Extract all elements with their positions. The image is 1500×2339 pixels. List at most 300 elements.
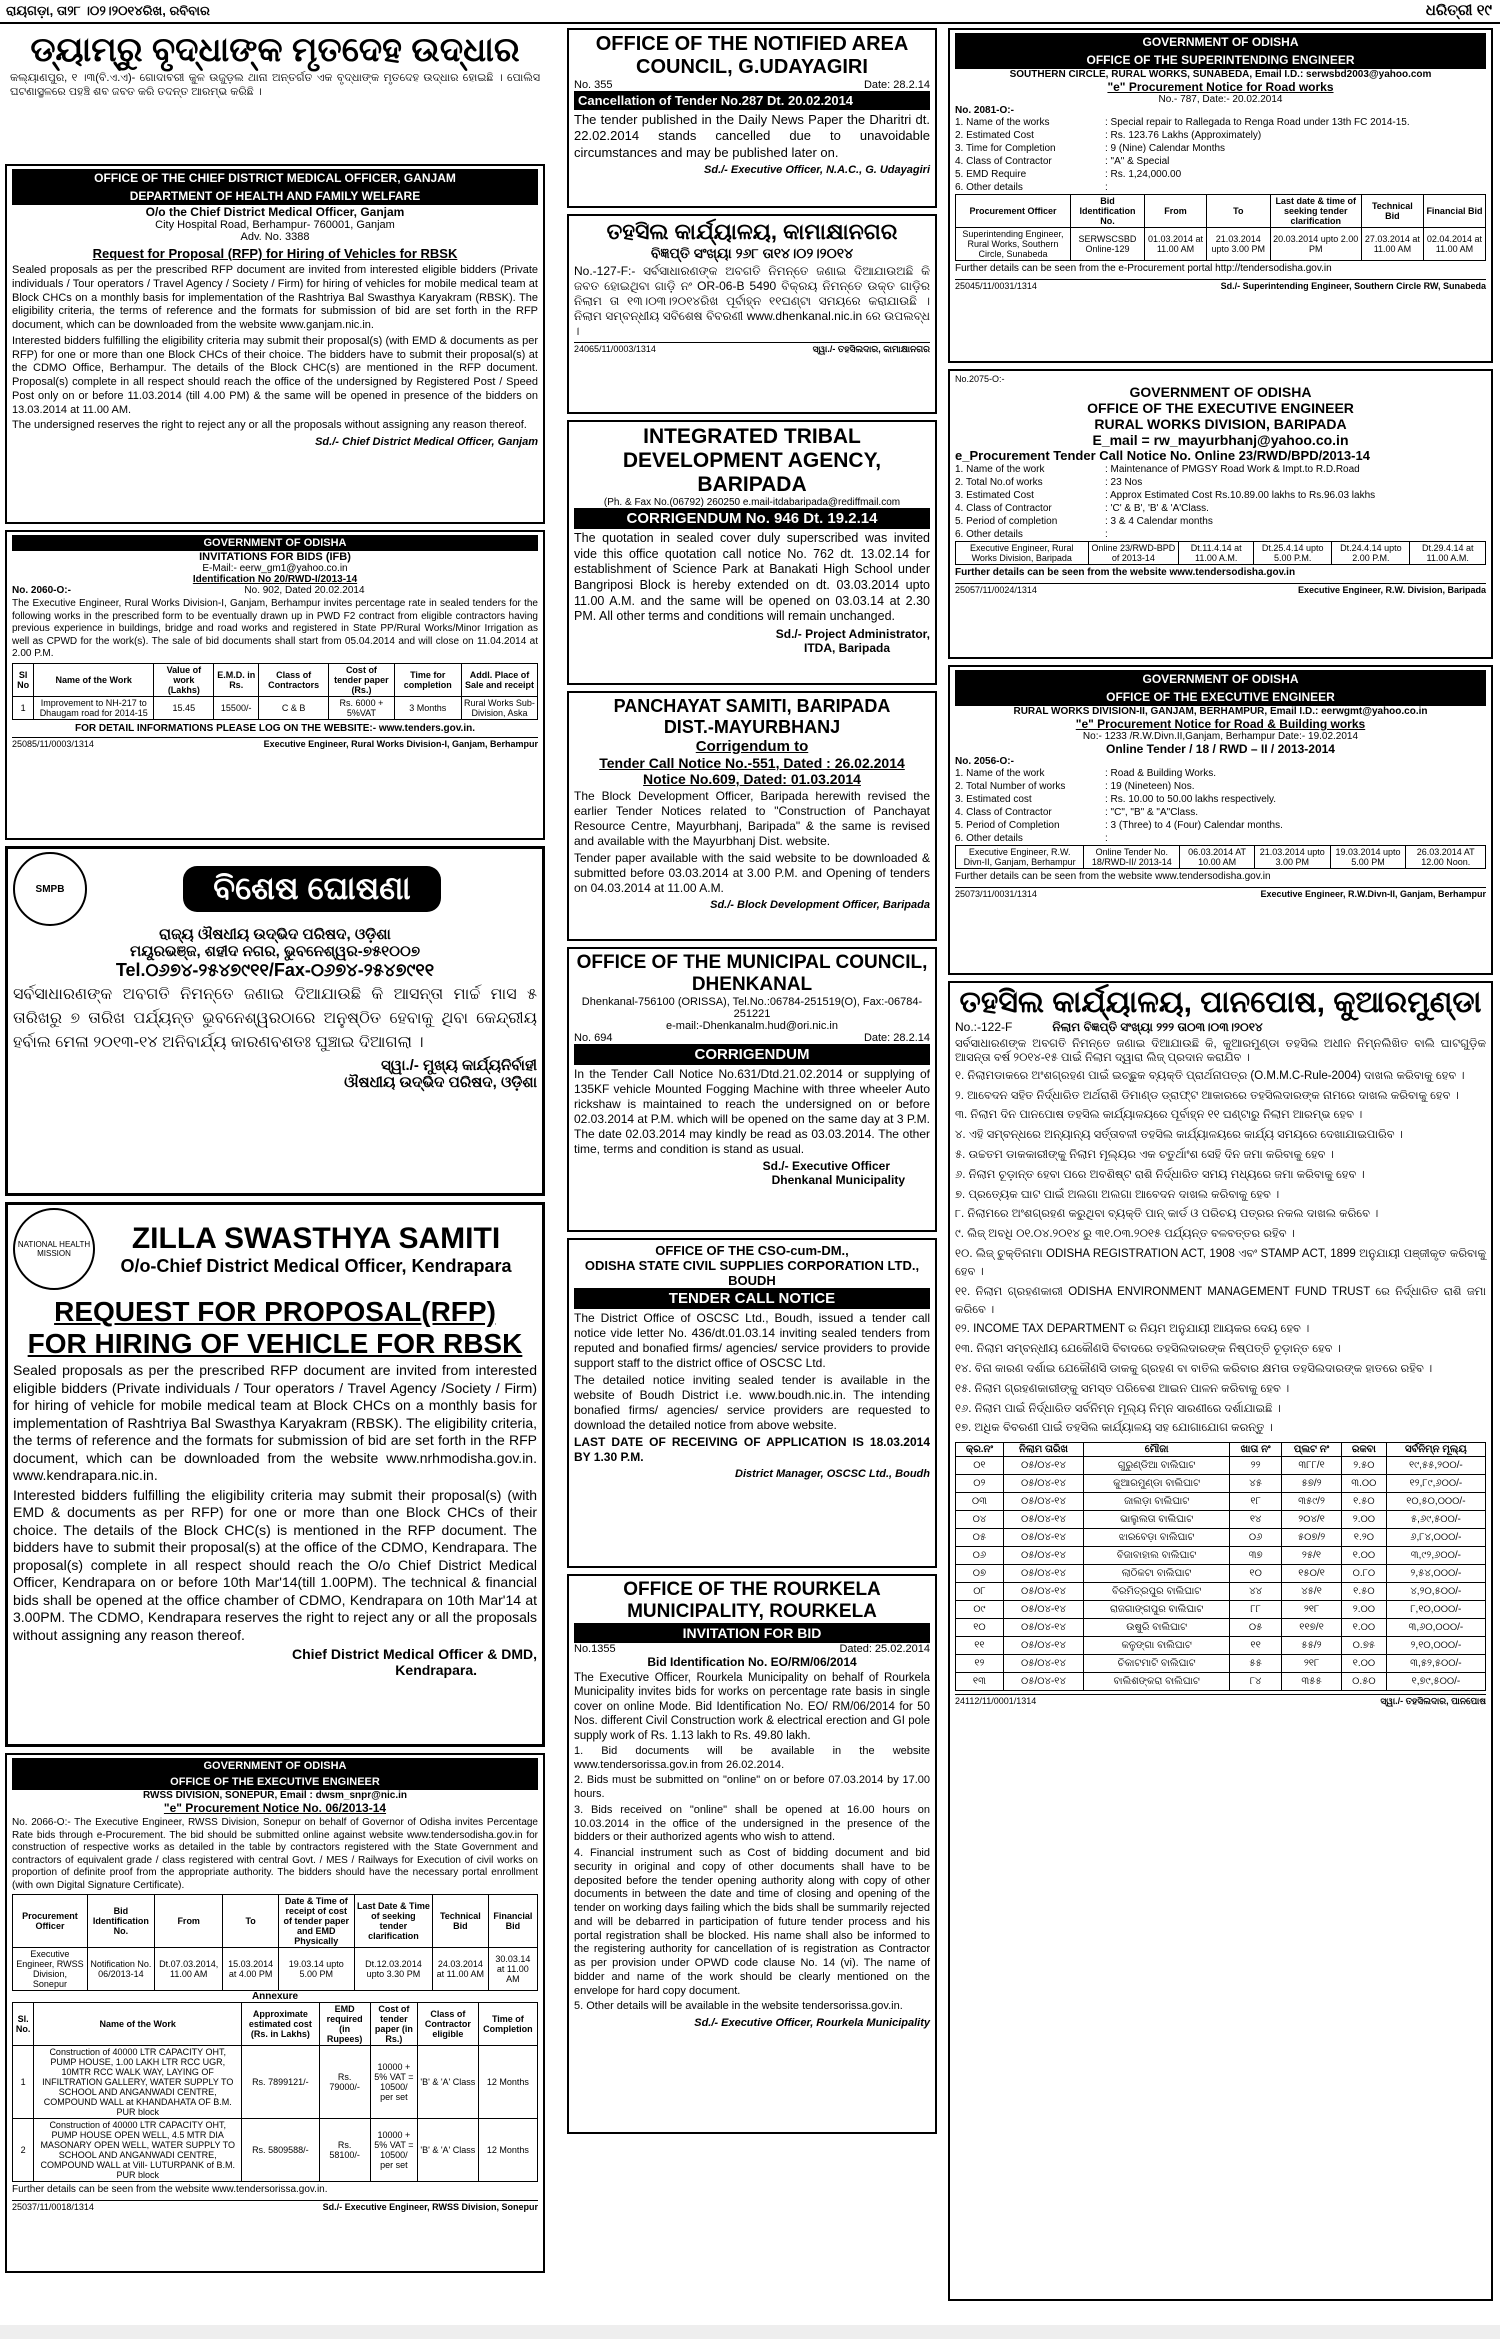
panposh-sub: ନିଲାମ ବିଜ୍ଞପ୍ତି ସଂଖ୍ୟା ୨୨୨ ତା୦୩।୦୩।୨୦୧୪ — [1052, 1020, 1263, 1034]
detail-item: 3. Estimated Cost : Approx Estimated Cost Rs.10.89.00 lakhs to Rs.96.03 lakhs — [955, 490, 1376, 501]
detail-item: 2. Total No.of works : 23 Nos — [955, 477, 1143, 488]
table-cell: Improvement to NH-217 to Dhaugam road for 2014-15 — [34, 696, 154, 719]
visesha-sign1: ସ୍ୱା./- ମୁଖ୍ୟ କାର୍ଯ୍ୟନିର୍ବାହୀ — [380, 1057, 537, 1074]
ifb-footer-code: 25085/11/0003/1314 — [12, 738, 94, 749]
rwss-footer-code: 25037/11/0018/1314 — [12, 2201, 94, 2212]
list-item: ୧୧. ନିଲାମ ଗ୍ରହଣକାରୀ ODISHA ENVIRONMENT MANAGEMENT FUND TRUST ରେ ନିର୍ଦ୍ଧାରିତ ରାଶି ଜମା କରିବେ । — [955, 1285, 1486, 1316]
table-header-cell: Time of Completion — [478, 2003, 537, 2046]
list-item: ୧୦. ଲିଜ୍ ଚୁକ୍ତିନାମା ODISHA REGISTRATION ACT, 1908 ଏବଂ STAMP ACT, 1899 ଅନୁଯାୟୀ ପଞ୍ଜୀକୃତ କରିବାକୁ ହେବ । — [955, 1248, 1486, 1278]
table-header-cell: From — [1144, 195, 1206, 228]
table-cell: 19.03.14 upto 5.00 PM — [278, 1948, 354, 1991]
nac-sign: Sd./- Executive Officer, N.A.C., G. Udayagiri — [704, 163, 930, 176]
dmc-sign2: Dhenkanal Municipality — [771, 1173, 905, 1187]
ifb-gov-title: GOVERNMENT OF ODISHA — [12, 535, 538, 551]
dhenkanal-municipal-ad — [567, 947, 937, 1232]
table-header-cell: ସର୍ବନିମ୍ନ ମୂଲ୍ୟ — [1386, 1443, 1485, 1457]
se-sunabeda-ad — [948, 28, 1493, 363]
table-cell: Rs. 7899121/- — [242, 2046, 319, 2119]
table-header-cell: Approximate estimated cost (Rs. in Lakhs) — [242, 2003, 319, 2046]
header-page-number: ଧରିତ୍ରୀ ୧୯ — [1425, 2, 1492, 19]
table-header-cell: ପ୍ଲଟ ନଂ — [1282, 1443, 1342, 1457]
table-cell: Online Tender No. 18/RWD-II/ 2013-14 — [1084, 846, 1180, 869]
table-row: ୧୦ ୦୫/୦୪-୧୪ ଉଷୁରି ବାଲିଘାଟ ୦୫ ୧୧୭/୧ ୧.୦୦ ୩,୬୦,୦୦୦/- — [956, 1619, 1486, 1637]
g2-footer-code: 25073/11/0031/1314 — [955, 888, 1037, 899]
visesha-org: ରାଜ୍ୟ ଔଷଧୀୟ ଉଦ୍ଭିଦ ପରିଷଦ, ଓଡ଼ିଶା — [159, 926, 391, 943]
detail-item: 5. Period of Completion : 3 (Three) to 4 (Four) Calendar months. — [955, 820, 1283, 831]
visesha-address: ମୟୂରଭଞ୍ଜ, ଶହୀଦ ନଗର, ଭୁବନେଶ୍ୱର-୭୫୧୦୦୭ — [129, 943, 421, 960]
se-office: OFFICE OF THE SUPERINTENDING ENGINEER — [955, 51, 1486, 69]
rwss-schedule-table — [12, 1894, 538, 1991]
cdmo-adv: Adv. No. 3388 — [240, 231, 310, 243]
detail-item: 1. Name of the work : Road & Building Works. — [955, 768, 1216, 779]
table-cell: Dt.29.4.14 at 11.00 A.M. — [1410, 542, 1486, 565]
detail-item: 1. Name of the work : Maintenance of PMGSY Road Work & Impt.to R.D.Road — [955, 464, 1360, 475]
oscsc-boudh-ad — [567, 1238, 937, 1568]
bpd-schedule-table — [955, 541, 1486, 565]
detail-item: 2. Estimated Cost : Rs. 123.76 Lakhs (Approximately) — [955, 130, 1262, 141]
table-cell: 1 — [13, 2046, 34, 2119]
table-cell: 1 — [13, 696, 34, 719]
table-cell: Dt.24.4.14 upto 2.00 P.M. — [1332, 542, 1410, 565]
ifb-dated: No. 902, Dated 20.02.2014 — [244, 585, 365, 596]
table-cell: 12 Months — [478, 2119, 537, 2182]
list-item: ୧୩. ନିଲାମ ସମ୍ବନ୍ଧୀୟ ଯେକୌଣସି ବିବାଦରେ ତହସିଲଦାରଙ୍କ ନିଷ୍ପତ୍ତି ଚୂଡ଼ାନ୍ତ ହେବ । — [955, 1343, 1341, 1356]
table-cell: 15.03.2014 at 4.00 PM — [223, 1948, 278, 1991]
list-item: ୫. ଉଚ୍ଚତମ ଡାକକାରୀଙ୍କୁ ନିଲାମ ମୂଲ୍ୟର ଏକ ଚତୁର୍ଥାଂଶ ସେହି ଦିନ ଜମା କରିବାକୁ ହେବ । — [955, 1149, 1334, 1161]
list-item: ୮. ନିଲାମରେ ଅଂଶଗ୍ରହଣ କରୁଥିବା ବ୍ୟକ୍ତି ପାନ୍ କାର୍ଡ ଓ ପରିଚୟ ପତ୍ରର ନକଲ ଦାଖଲ କରିବେ । — [955, 1208, 1379, 1221]
table-header-cell: Class of Contractor eligible — [417, 2003, 478, 2046]
cdmo-ganjam-ad — [5, 164, 545, 524]
list-item: 5. Other details will be available in the website tendersorissa.gov.in. — [574, 2000, 903, 2013]
table-row: ୦୩ ୦୫/୦୪-୧୪ ଜାଲଡ଼ା ବାଲିଘାଟ ୧୮ ୩୫୯/୨ ୧.୫୦ ୧୦,୫୦,୦୦୦/- — [956, 1493, 1486, 1511]
table-cell: Online 23/RWD-BPD of 2013-14 — [1088, 542, 1179, 565]
list-item: ୯. ଲିଜ୍ ଅବଧି ୦୧.୦୪.୨୦୧୪ ରୁ ୩୧.୦୩.୨୦୧୫ ପର୍ଯ୍ୟନ୍ତ ବଳବତ୍ତର ରହିବ । — [955, 1228, 1295, 1241]
zilla-swasthya-ad — [5, 1202, 545, 1747]
bpd-division: RURAL WORKS DIVISION, BARIPADA — [1094, 416, 1347, 432]
table-cell: C & B — [259, 696, 329, 719]
g2-notice: "e" Procurement Notice for Road & Building works — [1075, 717, 1366, 731]
smpb-logo-icon: SMPB — [13, 852, 87, 926]
detail-item: 6. Other details : — [955, 833, 1108, 844]
cdmo-heading: Request for Proposal (RFP) for Hiring of Vehicles for RBSK — [92, 246, 458, 261]
itda-ad — [567, 420, 937, 685]
ps-sign: Sd./- Block Development Officer, Baripada — [710, 899, 930, 911]
bpd-footer-code: 25057/11/0024/1314 — [955, 584, 1037, 595]
ifb-body: The Executive Engineer, Rural Works Division-I, Ganjam, Berhampur invites percentage rate in sealed tenders for the following works in the prescribed form to be eventually drawn up in PWD F2 contract from eligible contractors having previous experience in buildings, bridge and road works and registered in State PP/Rural Works/Minor Irrigation as well as CPWD for the work(s). The sale of bid documents shall start from 05.04.2014 and will close on 11.04.2014 at 2.00 P.M. — [12, 598, 538, 659]
table-cell: Rs. 79000/- — [319, 2046, 370, 2119]
table-cell: 15500/- — [214, 696, 259, 719]
rwss-notice-no: "e" Procurement Notice No. 06/2013-14 — [163, 1801, 387, 1815]
table-cell: 06.03.2014 AT 10.00 AM — [1180, 846, 1254, 869]
table-cell: 19.03.2014 upto 5.00 PM — [1330, 846, 1406, 869]
nac-title: OFFICE OF THE NOTIFIED AREA COUNCIL, G.UDAYAGIRI — [595, 33, 909, 78]
ps-notice: Notice No.609, Dated: 01.03.2014 — [643, 771, 861, 787]
table-cell: Rs. 6000 + 5%VAT — [329, 696, 394, 719]
se-no: No.- 787, Date:- 20.02.2014 — [1158, 94, 1283, 105]
table-cell: Notification No. 06/2013-14 — [87, 1948, 154, 1991]
detail-item: 1. Name of the works : Special repair to Rallegada to Renga Road under 13th FC 2014-15. — [955, 117, 1410, 128]
table-cell: 21.03.2014 upto 3.00 PM — [1254, 846, 1330, 869]
dmc-title: OFFICE OF THE MUNICIPAL COUNCIL, DHENKANAL — [576, 952, 928, 995]
table-header-cell: Value of work (Lakhs) — [154, 663, 214, 696]
panposh-table — [955, 1442, 1486, 1691]
detail-item: 4. Class of Contractor : "A" & Special — [955, 156, 1170, 167]
list-item: 2. Bids must be submitted on "online" on or before 07.03.2014 by 17.00 hours. — [574, 1774, 930, 1801]
tahasil1-footer-code: 24065/11/0003/1314 — [574, 344, 656, 354]
table-header-cell: ମୌଜା — [1084, 1443, 1230, 1457]
table-header-cell: E.M.D. in Rs. — [214, 663, 259, 696]
rmc-no: No.1355 — [574, 1643, 616, 1655]
rwd-baripada-ad — [948, 369, 1493, 659]
table-cell: Dt.07.03.2014, 11.00 AM — [154, 1948, 223, 1991]
table-cell: Rs. 5809588/- — [242, 2119, 319, 2182]
se-note: Further details can be seen from the e-Procurement portal http://tendersodisha.gov.in — [955, 263, 1332, 274]
rwss-footer-sign: Sd./- Executive Engineer, RWSS Division, Sonepur — [322, 2201, 538, 2212]
bpd-office: OFFICE OF THE EXECUTIVE ENGINEER — [1087, 400, 1354, 416]
column-middle — [567, 28, 937, 2140]
tahasil-panposh-ad — [948, 981, 1493, 2301]
detail-item: 3. Time for Completion : 9 (Nine) Calendar Months — [955, 143, 1226, 154]
ifb-table — [12, 663, 538, 720]
cdmo-signature: Sd./- Chief District Medical Officer, Ganjam — [315, 436, 538, 448]
table-row: ୧୧ ୦୫/୦୪-୧୪ କଳୁଙ୍ଗା ବାଲିଘାଟ ୧୧ ୫୫/୨ ୦.୭୫ ୨,୧୦,୦୦୦/- — [956, 1637, 1486, 1655]
rwss-office: OFFICE OF THE EXECUTIVE ENGINEER — [12, 1774, 538, 1790]
table-header-cell: Procurement Officer — [956, 195, 1071, 228]
table-row: ୦୧ ୦୫/୦୪-୧୪ ଗୁରୁଣ୍ଡିଆ ବାଲିଘାଟ ୨୨ ୩୮୮/୧ ୨.୫୦ ୧୯,୫୫,୨୦୦/- — [956, 1457, 1486, 1475]
rwss-annexure-table — [12, 2002, 538, 2182]
table-header-cell: Financial Bid — [488, 1895, 537, 1948]
oscsc-title1: OFFICE OF THE CSO-cum-DM., — [655, 1243, 849, 1258]
rmc-body: The Executive Officer, Rourkela Municipality on behalf of Rourkela Municipality invites bids for works on percentage rate basis in single cover on online Mode. Bid Identification No. EO/ RM/06/2014 for 50 Nos. different Civil Construction work & electrical erection and GI pole supply work of Rs. 1.13 lakh to Rs. 49.80 lakh. — [574, 1672, 930, 1742]
panposh-footer-sign: ସ୍ୱା./- ତହସିଲଦାର, ପାନପୋଷ — [1380, 1696, 1486, 1707]
bpd-email: E_mail = rw_mayurbhanj@yahoo.co.in — [1092, 432, 1349, 448]
ps-body2: Tender paper available with the said website to be downloaded & submitted before 03.03.2014 at 3.00 P.M. and Opening of tenders on 04.03.2014 at 11.00 A.M. — [574, 851, 930, 895]
list-item: ୭. ପ୍ରତ୍ୟେକ ଘାଟ ପାଇଁ ଅଲଗା ଅଲଗା ଆବେଦନ ଦାଖଲ କରିବାକୁ ହେବ । — [955, 1188, 1280, 1201]
visesha-sign2: ଔଷଧୀୟ ଉଦ୍ଭିଦ ପରିଷଦ, ଓଡ଼ିଶା — [344, 1074, 537, 1091]
page-header — [0, 0, 1500, 24]
list-item: ୪. ଏହି ସମ୍ବନ୍ଧରେ ଅନ୍ୟାନ୍ୟ ସର୍ତ୍ତାବଳୀ ତହସିଲ କାର୍ଯ୍ୟାଳୟରେ କାର୍ଯ୍ୟ ସମୟରେ ଦେଖାଯାଇପାରିବ । — [955, 1129, 1403, 1142]
table-header-cell: Last Date & Time of seeking tender clarification — [354, 1895, 432, 1948]
itda-corrigendum: CORRIGENDUM No. 946 Dt. 19.2.14 — [574, 508, 930, 529]
table-header-cell: Last date & time of seeking tender clarification — [1270, 195, 1361, 228]
table-cell: 10000 + 5% VAT = 10500/ per set — [370, 2119, 417, 2182]
table-cell: 3 Months — [394, 696, 461, 719]
rmc-bid-id: Bid Identification No. EO/RM/06/2014 — [647, 1655, 857, 1669]
zilla-paragraph: Sealed proposals as per the prescribed RFP document are invited from interested eligible bidders (Private individuals / Tour operators / Travel Agency /Society / Firm) for hiring of vehicle for mobile medical team at Block CHCs on a monthly basis for implementation of Rashtriya Bal Swasthya Karyakram (RBSK). The eligibility criteria, the terms of reference and the formats for submission of bid are set forth in the RFP document, which can be downloaded from the website www.nrhmodisha.gov.in. www.kendrapara.nic.in. — [13, 1362, 537, 1483]
table-cell: 24.03.2014 at 11.00 AM — [433, 1948, 489, 1991]
cdmo-paragraph: Sealed proposals as per the prescribed RFP document are invited from interested eligible bidders (Private individuals / Tour operators / Travel Agency / Society / Firm) for hiring of vehicles for mobile medical team at Block CHCs on a monthly basis for implementation of the Rashtriya Bal Swasthya Karyakram (RBSK). The eligibility criteria, the terms of reference and the formats for submission of bid are set forth in the RFP document, which can be downloaded from the website www.ganjam.nic.in. — [12, 264, 538, 331]
rwss-division: RWSS DIVISION, SONEPUR, Email : dwsm_snpr@nic.in — [142, 1790, 408, 1801]
zilla-sign1: Chief District Medical Officer & DMD, — [291, 1646, 537, 1662]
table-cell: Dt.25.4.14 upto 5.00 P.M. — [1254, 542, 1332, 565]
oscsc-title2: ODISHA STATE CIVIL SUPPLIES CORPORATION LTD., BOUDH — [584, 1258, 920, 1288]
detail-item: 6. Other details : — [955, 182, 1108, 193]
table-cell: 12 Months — [478, 2046, 537, 2119]
table-cell: Construction of 40000 LTR CAPACITY OHT, PUMP HOUSE, 1.00 LAKH LTR RCC UGR, 10MTR RCC WALK WAY, LAYING OF INFILTRATION GALLERY, WATER SUPPLY TO SCHOOL AND ANGANWADI CENTRE, COMPOUND WALL at KHANDAHATA OF B.M. PUR block — [34, 2046, 242, 2119]
bpd-footer-sign: Executive Engineer, R.W. Division, Baripada — [1297, 584, 1486, 595]
list-item: ୬. ନିଲାମ ଚୂଡ଼ାନ୍ତ ହେବା ପରେ ଅବଶିଷ୍ଟ ରାଶି ନିର୍ଦ୍ଧାରିତ ସମୟ ମଧ୍ୟରେ ଜମା କରିବାକୁ ହେବ । — [955, 1168, 1365, 1181]
rwss-annexure: Annexure — [251, 1991, 299, 2002]
detail-item: 3. Estimated cost : Rs. 10.00 to 50.00 lakhs respectively. — [955, 794, 1277, 805]
table-header-cell: ନିଲାମ ତାରିଖ — [1003, 1443, 1083, 1457]
ifb-footer-sign: Executive Engineer, Rural Works Division-I, Ganjam, Berhampur — [263, 738, 538, 749]
oscsc-body: The District Office of OSCSC Ltd., Boudh, issued a tender call notice vide letter No. 436/dt.01.03.14 inviting sealed tenders from reputed and bonafied firms/ agencies/ service providers to provide support staff to the district office of OSCSC Ltd. — [574, 1311, 930, 1370]
g2-schedule-table — [955, 845, 1486, 869]
list-item: 1. Bid documents will be available in the website www.tendersorissa.gov.in from 26.02.2014. — [574, 1744, 930, 1771]
rwss-body: No. 2066-O:- The Executive Engineer, RWSS Division, Sonepur on behalf of Governor of Odisha invites Percentage Rate bids through e-Procurement. The bid should be submitted online against website www.tendersodisha.gov.in for construction of respective works as detailed in the table by contractors registered with the State Government and contractors of equivalent grade / class registered with central Govt. / MES / Railways for Execution of civil works on proportion of definite proof from the appropriate authority. The bidders should have the necessary portal enrollment (with own Digital Signature Certificate). — [12, 1817, 538, 1891]
nac-date: Date: 28.2.14 — [863, 79, 930, 91]
list-item: ୧୫. ନିଲାମ ଗ୍ରହଣକାରୀଙ୍କୁ ସମସ୍ତ ପରିବେଶ ଆଇନ ପାଳନ କରିବାକୁ ହେବ । — [955, 1382, 1290, 1395]
itda-body: The quotation in sealed cover duly superscribed was invited vide this office quotation call notice No. 762 dt. 13.02.14 for establishment of Science Park at Banakati High School under Bangriposi Block is hereby extended on dt. 03.03.2014 upto 11.00 A.M. and the same will be opened on 03.03.14 at 2.30 PM. All other terms and conditions will remain unchanged. — [574, 531, 930, 624]
bpd-gov: GOVERNMENT OF ODISHA — [1129, 384, 1312, 400]
rwss-gov: GOVERNMENT OF ODISHA — [12, 1758, 538, 1774]
g2-division: RURAL WORKS DIVISION-II, GANJAM, BERHAMPUR, Email I.D.: eerwgmt@yahoo.co.in — [1013, 706, 1428, 717]
table-row: ୦୫ ୦୫/୦୪-୧୪ ଝାରବେଡ଼ା ବାଲିଘାଟ ୦୬ ୫୦୭/୨ ୧.୨୦ ୬,୮୪,୦୦୦/- — [956, 1529, 1486, 1547]
table-cell: 01.03.2014 at 11.00 AM — [1144, 228, 1206, 261]
panposh-footer-code: 24112/11/0001/1314 — [955, 1696, 1037, 1707]
bpd-no: No.2075-O:- — [955, 374, 1005, 384]
table-cell: Construction of 40000 LTR CAPACITY OHT, PUMP HOUSE OPEN WELL, 4.5 MTR DIA MASONARY OPEN WELL, WATER SUPPLY TO SCHOOL AND ANGANWADI CENTRE, COMPOUND WALL at Vill- LUTURPANK of B.M. PUR block — [34, 2119, 242, 2182]
nac-no: No. 355 — [574, 79, 613, 91]
table-cell: Rs. 58100/- — [319, 2119, 370, 2182]
dmc-corrigendum: CORRIGENDUM — [574, 1044, 930, 1065]
rmc-title: OFFICE OF THE ROURKELA MUNICIPALITY, ROURKELA — [623, 1579, 881, 1622]
dmc-body: In the Tender Call Notice No.631/Dtd.21.02.2014 or supplying of 135KF vehicle Mounted Fogging Machine with three wheeler Auto rickshaw is maintained to reach the undersigned on or before 02.03.2014 at P.M. which will be opened on the same day at 3 P.M. The date 02.03.2014 may kindly be read as 03.03.2014. The other time, terms and condition is stand as usual. — [574, 1067, 930, 1156]
table-header-cell: ଖାତା ନଂ — [1230, 1443, 1282, 1457]
visesha-tel: Tel.୦୬୭୪-୨୫୪୭୯୧୧/Fax-୦୬୭୪-୨୫୪୭୯୧୧ — [115, 960, 435, 980]
se-footer-sign: Sd./- Superintending Engineer, Southern Circle RW, Sunabeda — [1220, 280, 1486, 291]
cdmo-paragraph: The undersigned reserves the right to reject any or all the proposals without assigning any reason thereof. — [12, 419, 527, 432]
bpd-note: Further details can be seen from the website www.tendersodisha.gov.in — [955, 567, 1296, 578]
zilla-title: ZILLA SWASTHYA SAMITI — [131, 1221, 501, 1255]
ifb-note: FOR DETAIL INFORMATIONS PLEASE LOG ON THE WEBSITE:- www.tenders.gov.in. — [74, 722, 475, 734]
table-row: ୦୪ ୦୫/୦୪-୧୪ ଭାଲୁଲତା ବାଲିଘାଟ ୧୪ ୨୦୪/୧ ୨.୦୦ ୫,୬୯,୫୦୦/- — [956, 1511, 1486, 1529]
detail-item: 4. Class of Contractor : "C", "B" & "A"Class. — [955, 807, 1198, 818]
column-right — [948, 28, 1493, 2307]
header-dateline: ରାୟଗଡ଼ା, ତା୨୮ ।୦୨।୨୦୧୪ରିଖ, ରବିବାର — [6, 3, 210, 18]
table-header-cell: Technical Bid — [433, 1895, 489, 1948]
ifb-email: E-Mail:- eerw_gm1@yahoo.co.in — [202, 563, 348, 574]
table-cell: 02.04.2014 at 11.00 AM — [1423, 228, 1485, 261]
se-schedule-table — [955, 194, 1486, 261]
tahasil1-footer-sign: ସ୍ୱା./- ତହସିଲଦାର, କାମାକ୍ଷାନଗର — [812, 344, 930, 354]
g2-note: Further details can be seen from the website www.tendersodisha.gov.in — [955, 871, 1271, 882]
news-body: କଲ୍ୟାଣପୁର, ୧ ।୩(ବି.ଏ.ଏ)- ଗୋଦାବରୀ କୁଳ ଉଜୁଡ଼ଲ ଥାନା ଅନ୍ତର୍ଗତ ଏକ ବୃଦ୍ଧାଙ୍କ ମୃତଦେହ ଉଦ୍ଧାର ହୋଇଛି । ପୋଲିସ ଘଟଣାସ୍ଥଳରେ ପହଞ୍ଚି ଶବ ଜବତ କରି ତଦନ୍ତ ଆରମ୍ଭ କରିଛି । — [10, 72, 540, 98]
se-no2: No. 2081-O:- — [955, 105, 1014, 116]
itda-sign2: ITDA, Baripada — [803, 640, 890, 655]
table-cell: 30.03.14 at 11.00 AM — [488, 1948, 537, 1991]
se-circle: SOUTHERN CIRCLE, RURAL WORKS, SUNABEDA, Email I.D.: serwsbd2003@yahoo.com — [1009, 69, 1432, 80]
dmc-email: e-mail:-Dhenkanalm.hud@ori.nic.in — [666, 1020, 838, 1032]
table-header-cell: To — [223, 1895, 278, 1948]
rwss-sonepur-ad — [5, 1753, 545, 2273]
table-cell: Superintending Engineer, Rural Works, Southern Circle, Sunabeda — [956, 228, 1071, 261]
news-headline: ଡ୍ୟାମ୍‌ରୁ ବୃଦ୍ଧାଙ୍କ ମୃତଦେହ ଉଦ୍ଧାର — [30, 31, 520, 69]
ps-body: The Block Development Officer, Baripada herewith revised the earlier Tender Notices related to "Construction of Panchayat Resource Centre, Mayurbhanj, Baripada" & the same is revised and available with the Mayurbhanj Dist. website. — [574, 789, 930, 848]
table-header-cell: Addl. Place of Sale and receipt — [461, 663, 537, 696]
table-header-cell: Sl. No. — [13, 2003, 34, 2046]
table-header-cell: To — [1207, 195, 1271, 228]
table-cell: 'B' & 'A' Class — [417, 2046, 478, 2119]
cdmo-address: City Hospital Road, Berhampur- 760001, Ganjam — [155, 219, 395, 231]
table-cell: 2 — [13, 2119, 34, 2182]
list-item: ୧୬. ନିଲାମ ପାଇଁ ନିର୍ଦ୍ଧାରିତ ସର୍ବନିମ୍ନ ମୂଲ୍ୟ ନିମ୍ନ ସାରଣୀରେ ଦର୍ଶାଯାଇଛି । — [955, 1402, 1281, 1415]
ps-title2: DIST.-MAYURBHANJ — [663, 717, 841, 737]
list-item: ୧. ନିଲାମଡାକରେ ଅଂଶଗ୍ରହଣ ପାଇଁ ଇଚ୍ଛୁକ ବ୍ୟକ୍ତି ପ୍ରାର୍ଥନାପତ୍ର (O.M.M.C-Rule-2004) ଦାଖଲ କରିବାକୁ ହେବ । — [955, 1069, 1465, 1082]
oscsc-body2: The detailed notice inviting sealed tender is available in the website of Boudh District i.e. www.boudh.nic.in. The intending bonafied firms/ agencies/ service providers are requested to download the detailed notice from above website. — [574, 1373, 930, 1432]
tahasil1-body: No.-127-F:- ସର୍ବସାଧାରଣଙ୍କ ଅବଗତି ନିମନ୍ତେ ଜଣାଇ ଦିଆଯାଉଅଛି କି ଜବତ ହୋଇଥିବା ଗାଡ଼ି ନଂ OR-06-B 5490 ବିକ୍ରୟ ନିମନ୍ତେ ଉକ୍ତ ଗାଡ଼ିର ନିଲାମ ତା ୧୩।୦୩।୨୦୧୪ରିଖ ପୂର୍ବାହ୍ନ ୧୧ଘଣ୍ଟା ସମୟରେ କରାଯାଉଛି । ନିଲାମ ସମ୍ବନ୍ଧୀୟ ସବିଶେଷ ବିବରଣୀ www.dhenkanal.nic.in ରେ ଉପଲବ୍ଧ । — [574, 264, 930, 338]
ps-tender: Tender Call Notice No.-551, Dated : 26.02.2014 — [599, 755, 905, 771]
visesha-title: ବିଶେଷ ଘୋଷଣା — [183, 866, 440, 912]
table-header-cell: Cost of tender paper (in Rs.) — [370, 2003, 417, 2046]
news-item — [5, 28, 545, 158]
table-cell: Rural Works Sub-Division, Aska — [461, 696, 537, 719]
cdmo-dept: DEPARTMENT OF HEALTH AND FAMILY WELFARE — [12, 187, 538, 205]
dmc-sign1: Sd./- Executive Officer — [762, 1159, 890, 1173]
oscsc-tcn: TENDER CALL NOTICE — [574, 1288, 930, 1309]
table-cell: SERWSCSBD Online-129 — [1070, 228, 1144, 261]
list-item: 4. Financial instrument such as Cost of bidding document and bid security in original and copy of other documents shall have to be deposited before the tender opening authority along with copy of other documents in between the date and time of closing and opening of the tender on working days failing which the bids shall be summarily rejected and will be debarred in participation of future tender process and his portal registration shall be blocked. His name shall also be informed to the registering authority for cancellation of is registration as Contractor as per provision under OPWD code clause No. 14 (vi). The name of bidder and name of the work should be clearly mentioned on the envelope for hard copy document. — [574, 1847, 930, 1997]
table-header-cell: କ୍ର.ନଂ — [956, 1443, 1004, 1457]
table-header-cell: Bid Identification No. — [87, 1895, 154, 1948]
tahasil1-title: ତହସିଲ କାର୍ଯ୍ୟାଳୟ, କାମାକ୍ଷାନଗର — [606, 219, 898, 244]
print-registration-bar — [0, 2325, 1500, 2339]
ps-corr: Corrigendum to — [695, 738, 809, 755]
visesha-ghosana-ad — [5, 846, 545, 1196]
table-header-cell: Bid Identification No. — [1070, 195, 1144, 228]
table-cell: Executive Engineer, Rural Works Division, Baripada — [956, 542, 1089, 565]
ps-title1: PANCHAYAT SAMITI, BARIPADA — [613, 696, 891, 716]
nac-udayagiri-ad — [567, 28, 937, 208]
rwss-note: Further details can be seen from the website www.tendersorissa.gov.in. — [12, 2184, 328, 2195]
list-item: ୨. ଆବେଦନ ସହିତ ନିର୍ଦ୍ଧାରିତ ଅର୍ଥରାଶି ଡିମାଣ୍ଡ ଡ୍ରାଫ୍ଟ ଆକାରରେ ତହସିଲଦାରଙ୍କ ନାମରେ ଦାଖଲ କରିବାକୁ ହେବ । — [955, 1089, 1459, 1102]
table-header-cell: Sl No — [13, 663, 34, 696]
zilla-paragraph: Interested bidders fulfilling the eligibility criteria may submit their proposal(s) (with EMD & documents as per RFP) for one or more than one Block CHCs of their choice. The details of the Block CHC(s) is mentioned in the RFP document. The bidders have to submit their proposal(s) at the office of the CDMO, Kendrapara. The proposal(s) complete in all respect should reach the O/o Chief District Medical Officer, Kendrapara on or before 10th Mar'14(till 1.00PM). The technical & financial bids shall be opened at the office chamber of CDMO, Kendrapara on 10th Mar'14 at 3.00PM. The CDMO, Kendrapara reserves the right to reject any or all the proposals without assigning any reason thereof. — [13, 1486, 537, 1643]
table-header-cell: Financial Bid — [1423, 195, 1485, 228]
table-header-cell: From — [154, 1895, 223, 1948]
g2-online: Online Tender / 18 / RWD – II / 2013-2014 — [1106, 742, 1335, 756]
table-header-cell: Cost of tender paper (Rs.) — [329, 663, 394, 696]
list-item: ୧୪. ବିନା କାରଣ ଦର୍ଶାଇ ଯେକୌଣସି ଡାକକୁ ଗ୍ରହଣ ବା ବାତିଲ କରିବାର କ୍ଷମତା ତହସିଲଦାରଙ୍କ ହାତରେ ରହିବ । — [955, 1362, 1433, 1375]
table-row: ୧୨ ୦୫/୦୪-୧୪ ଚିକାଟମାଟି ବାଲିଘାଟ ୫୫ ୨୧୮ ୧.୦୦ ୩,୫୨,୫୦୦/- — [956, 1655, 1486, 1673]
itda-sign1: Sd./- Project Administrator, — [775, 626, 930, 641]
table-cell: 20.03.2014 upto 2.00 PM — [1270, 228, 1361, 261]
ifb-title: INVITATIONS FOR BIDS (IFB) — [199, 551, 351, 563]
nac-cancel: Cancellation of Tender No.287 Dt. 20.02.2014 — [574, 91, 930, 110]
ifb-ident: Identification No 20/RWD-I/2013-14 — [192, 574, 358, 585]
table-header-cell: Name of the Work — [34, 2003, 242, 2046]
panchayat-baripada-ad — [567, 691, 937, 941]
cdmo-title: OFFICE OF THE CHIEF DISTRICT MEDICAL OFFICER, GANJAM — [12, 169, 538, 187]
table-header-cell: EMD required (in Rupees) — [319, 2003, 370, 2046]
zilla-heading2: FOR HIRING OF VEHICLE FOR RBSK — [27, 1328, 523, 1359]
table-cell: 'B' & 'A' Class — [417, 2119, 478, 2182]
list-item: 3. Bids received on "online" shall be opened at 16.00 hours on 10.03.2014 in the office of the undersigned in the presence of the bidders or their authorized agents who wish to attend. — [574, 1803, 930, 1844]
detail-item: 4. Class of Contractor : 'C' & B', 'B' & 'A'Class. — [955, 503, 1209, 514]
tahasil1-sub: ବିଜ୍ଞପ୍ତି ସଂଖ୍ୟା ୨୬୮ ତା୧୪।୦୨।୨୦୧୪ — [650, 245, 854, 261]
detail-item: 5. EMD Require : Rs. 1,24,000.00 — [955, 169, 1182, 180]
table-header-cell: Class of Contractors — [259, 663, 329, 696]
g2-ref: No:- 1233 /R.W.Divn.II,Ganjam, Berhampur Date:- 19.02.2014 — [1082, 731, 1359, 742]
tahasil-kamakhyanagar-ad — [567, 214, 937, 414]
table-row: ୧୩ ୦୫/୦୪-୧୪ ବାଲିଶଙ୍କରା ବାଲିଘାଟ ୮୪ ୩୫୫ ୦.୫୦ ୧,୭୯,୫୦୦/- — [956, 1673, 1486, 1691]
list-item: ୩. ନିଲାମ ଦିନ ପାନପୋଷ ତହସିଲ କାର୍ଯ୍ୟାଳୟରେ ପୂର୍ବାହ୍ନ ୧୧ ଘଣ୍ଟାରୁ ନିଲାମ ଆରମ୍ଭ ହେବ । — [955, 1109, 1363, 1122]
table-header-cell: Technical Bid — [1361, 195, 1423, 228]
ifb-no: No. 2060-O:- — [12, 585, 71, 596]
rmc-date: Dated: 25.02.2014 — [839, 1643, 930, 1655]
se-gov: GOVERNMENT OF ODISHA — [955, 33, 1486, 51]
rwd-ganjam2-ad — [948, 665, 1493, 975]
rmc-ifb: INVITATION FOR BID — [574, 1623, 930, 1643]
g2-no: No. 2056-O:- — [955, 756, 1014, 767]
table-row: ୦୯ ୦୫/୦୪-୧୪ ରାଜଗାଙ୍ଗପୁର ବାଲିଘାଟ ୮୮ ୨୧୮ ୨.୦୦ ୮,୧୦,୦୦୦/- — [956, 1601, 1486, 1619]
se-notice: "e" Procurement Notice for Road works — [1107, 80, 1334, 94]
table-header-cell: Procurement Officer — [13, 1895, 88, 1948]
table-cell: 10000 + 5% VAT = 10500/ per set — [370, 2046, 417, 2119]
table-header-cell: Date & Time of receipt of cost of tender paper and EMD Physically — [278, 1895, 354, 1948]
g2-office: OFFICE OF THE EXECUTIVE ENGINEER — [955, 688, 1486, 706]
ifb-ad — [5, 530, 545, 840]
table-cell: Executive Engineer, R.W. Divn-II, Ganjam, Berhampur — [956, 846, 1084, 869]
g2-footer-sign: Executive Engineer, R.W.Divn-II, Ganjam, Berhampur — [1260, 888, 1486, 899]
panposh-intro: ସର୍ବସାଧାରଣଙ୍କ ଅବଗତି ନିମନ୍ତେ ଜଣାଇ ଦିଆଯାଉଛି କି, କୁଆରମୁଣ୍ଡା ତହସିଲ ଅଧୀନ ନିମ୍ନଲିଖିତ ବାଲି ଘାଟଗୁଡ଼ିକ ଆସନ୍ତା ବର୍ଷ ୨୦୧୪-୧୫ ପାଇଁ ନିଲାମ ଦ୍ୱାରା ଲିଜ୍ ପ୍ରଦାନ କରାଯିବ । — [955, 1038, 1486, 1065]
bpd-notice: e_Procurement Tender Call Notice No. Online 23/RWD/BPD/2013-14 — [955, 448, 1370, 463]
rmc-sign: Sd./- Executive Officer, Rourkela Municipality — [694, 2017, 930, 2030]
table-header-cell: Name of the Work — [34, 663, 154, 696]
table-cell: Dt.12.03.2014 upto 3.30 PM — [354, 1948, 432, 1991]
table-header-cell: ରକବା — [1342, 1443, 1387, 1457]
zilla-heading1: REQUEST FOR PROPOSAL(RFP) — [54, 1296, 496, 1327]
dmc-no: No. 694 — [574, 1032, 613, 1044]
table-cell: Dt.11.4.14 at 11.00 A.M. — [1179, 542, 1254, 565]
list-item: ୧୨. INCOME TAX DEPARTMENT ର ନିୟମ ଅନୁଯାୟୀ ଆୟକର ଦେୟ ହେବ । — [955, 1323, 1310, 1336]
detail-item: 2. Total Number of works : 19 (Nineteen) Nos. — [955, 781, 1195, 792]
cdmo-sub: O/o the Chief District Medical Officer, Ganjam — [145, 205, 405, 219]
table-cell: 15.45 — [154, 696, 214, 719]
table-header-cell: Time for completion — [394, 663, 461, 696]
visesha-body: ସର୍ବସାଧାରଣଙ୍କ ଅବଗତି ନିମନ୍ତେ ଜଣାଇ ଦିଆଯାଉଛି କି ଆସନ୍ତା ମାର୍ଚ୍ଚ ମାସ ୫ ତାରିଖରୁ ୭ ତାରିଖ ପର୍ଯ୍ୟନ୍ତ ଭୁବନେଶ୍ୱରଠାରେ ଅନୁଷ୍ଠିତ ହେବାକୁ ଥିବା କେନ୍ଦ୍ରୀୟ ହର୍ବାଲ ମେଳା ୨୦୧୩-୧୪ ଅନିବାର୍ଯ୍ୟ କାରଣବଶତଃ ଘୁଞ୍ଚାଇ ଦିଆଗଲା । — [13, 986, 537, 1051]
table-row: ୦୬ ୦୫/୦୪-୧୪ ବିଜାବାହାଲ ବାଲିଘାଟ ୩୭ ୨୫/୧ ୧.୦୦ ୩,୯୨,୬୦୦/- — [956, 1547, 1486, 1565]
table-row: ୦୭ ୦୫/୦୪-୧୪ ଲାଠିକଟା ବାଲିଘାଟ ୧୦ ୧୫୦/୧ ୦.୮୦ ୨,୫୪,୦୦୦/- — [956, 1565, 1486, 1583]
table-cell: 27.03.2014 at 11.00 AM — [1361, 228, 1423, 261]
table-cell: 21.03.2014 upto 3.00 PM — [1207, 228, 1271, 261]
detail-item: 5. Period of completion : 3 & 4 Calendar months — [955, 516, 1213, 527]
panposh-title: ତହସିଲ କାର୍ଯ୍ୟାଳୟ, ପାନପୋଷ, କୁଆରମୁଣ୍ଡା — [959, 986, 1482, 1019]
table-cell: Executive Engineer, RWSS Division, Sonepur — [13, 1948, 88, 1991]
nhm-logo-icon: NATIONAL HEALTH MISSION — [13, 1208, 95, 1290]
dmc-date: Date: 28.2.14 — [863, 1032, 930, 1044]
zilla-sign2: Kendrapara. — [395, 1662, 477, 1678]
cdmo-paragraph: Interested bidders fulfilling the eligibility criteria may submit their proposal(s) (with EMD & documents as per RFP) for one or more than one Block CHCs of their choice. The bidders have to submit their proposal(s) at the CDMO Office, Berhampur. The details of the Block CHC(s) are mentioned in the RFP document. Proposal(s) complete in all respect should reach the office of the undersigned by Registered Post / Speed Post only on or before 11.03.2014 (till 4.00 PM) & the same will be opened in presence of the bidders on 13.03.2014 at 11.00 AM. — [12, 334, 538, 416]
table-row: ୦୨ ୦୫/୦୪-୧୪ କୁଆରମୁଣ୍ଡା ବାଲିଘାଟ ୪୫ ୫୭/୨ ୩.୦୦ ୧୨,୮୯,୬୦୦/- — [956, 1475, 1486, 1493]
oscsc-sign: District Manager, OSCSC Ltd., Boudh — [735, 1468, 930, 1480]
itda-contact: (Ph. & Fax No.(06792) 260250 e.mail-itdabaripada@rediffmail.com — [603, 497, 901, 508]
detail-item: 6. Other details : — [955, 529, 1108, 540]
table-row: ୦୮ ୦୫/୦୪-୧୪ ବିରମିତ୍ରପୁର ବାଲିଘାଟ ୪୪ ୪୫/୧ ୧.୫୦ ୪,୨୦,୫୦୦/- — [956, 1583, 1486, 1601]
nac-body: The tender published in the Daily News Paper the Dharitri dt. 22.02.2014 stands cancelled due to unavoidable circumstances and may be published later on. — [574, 112, 930, 160]
panposh-no: No.:-122-F — [955, 1020, 1013, 1034]
zilla-sub: O/o-Chief District Medical Officer, Kendrapara — [120, 1255, 512, 1276]
oscsc-last-date: LAST DATE OF RECEIVING OF APPLICATION IS 18.03.2014 BY 1.30 P.M. — [574, 1435, 930, 1464]
table-cell: 26.03.2014 AT 12.00 Noon. — [1406, 846, 1486, 869]
itda-title: INTEGRATED TRIBAL DEVELOPMENT AGENCY, BARIPADA — [622, 425, 882, 496]
column-left — [5, 28, 545, 2279]
se-footer-code: 25045/11/0031/1314 — [955, 280, 1037, 291]
rourkela-municipality-ad — [567, 1574, 937, 2134]
g2-gov: GOVERNMENT OF ODISHA — [955, 670, 1486, 688]
list-item: ୧୭. ଅଧିକ ବିବରଣୀ ପାଇଁ ତହସିଲ କାର୍ଯ୍ୟାଳୟ ସହ ଯୋଗାଯୋଗ କରନ୍ତୁ । — [955, 1422, 1273, 1435]
dmc-address: Dhenkanal-756100 (ORISSA), Tel.No.:06784-251519(O), Fax:-06784-251221 — [581, 996, 923, 1020]
